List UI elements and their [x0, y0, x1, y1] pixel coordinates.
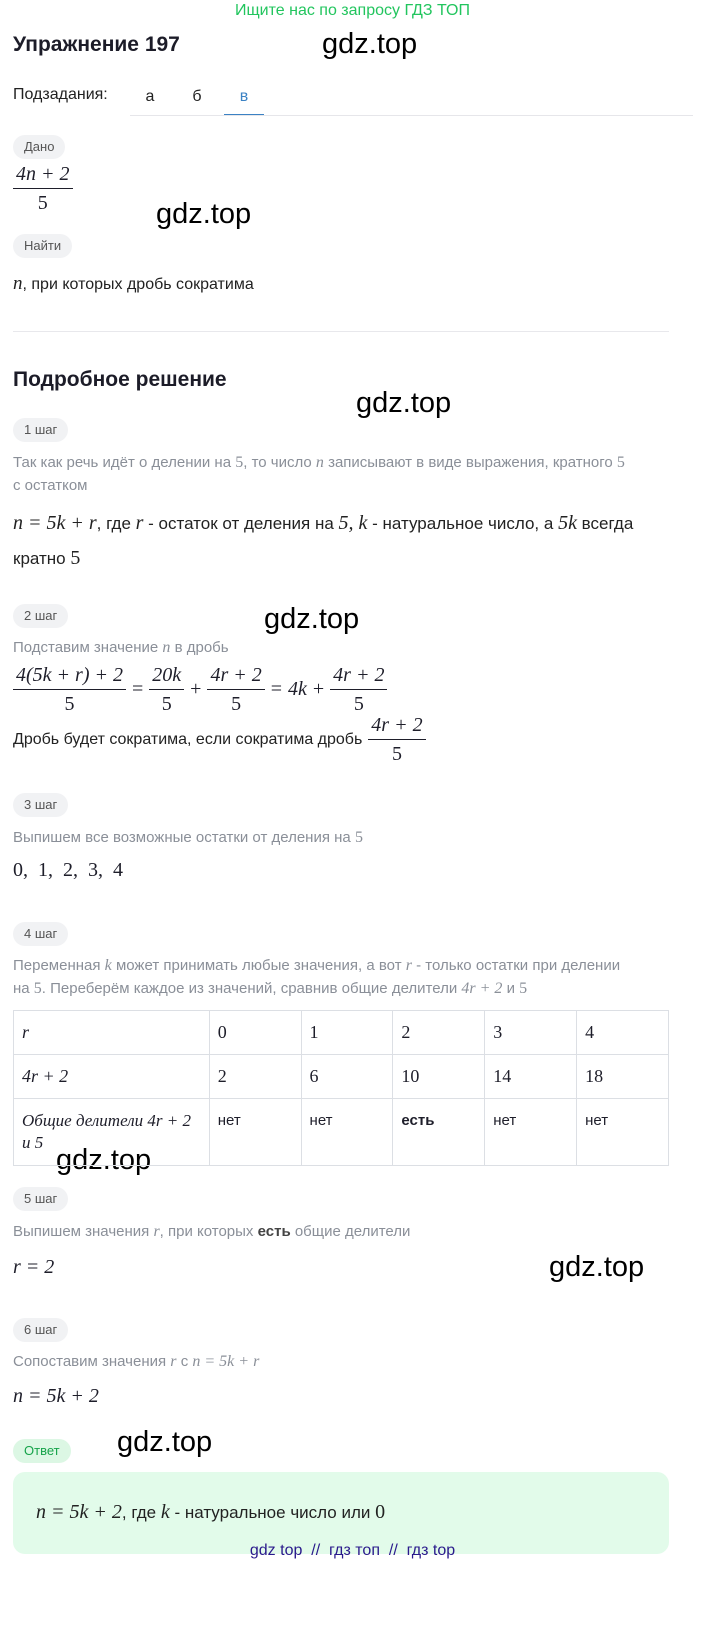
step-1-text-a: , где — [96, 514, 136, 533]
step-2-conclusion: Дробь будет сократима, если сократима дробь — [13, 730, 363, 748]
step-1-text-c: - натуральное число, а — [367, 514, 559, 533]
step-2-desc-a: Подставим значение — [13, 639, 163, 656]
step-1-text-d: всегда — [576, 514, 634, 533]
step-1-formula: n = 5k + r — [13, 512, 97, 534]
step-2-desc-var: n — [162, 639, 171, 656]
step-6-desc-a: Сопоставим значения — [13, 1353, 171, 1370]
step-1-n: n — [315, 454, 324, 471]
step-1-desc — [13, 451, 693, 497]
step-4-desc-d: на — [13, 980, 34, 997]
table-cell: 4 — [577, 1011, 669, 1055]
step-5-pill: 5 шаг — [13, 1187, 68, 1211]
table-cell: 2 — [393, 1011, 485, 1055]
step-2-frac2-num: 20k — [149, 663, 184, 690]
step-6-desc-b: с — [176, 1353, 193, 1370]
step-5-bold: есть — [257, 1223, 291, 1240]
watermark: gdz.top — [156, 198, 252, 230]
table-cell: нет — [301, 1099, 393, 1166]
equals-sign: = — [131, 678, 144, 700]
given-fraction-den: 5 — [37, 192, 48, 214]
step-1-body — [13, 506, 698, 576]
table-row — [14, 1099, 669, 1166]
step-1-pill: 1 шаг — [13, 418, 68, 442]
step-6-desc — [13, 1350, 259, 1373]
step-2-desc — [13, 636, 229, 659]
step-4-five: 5 — [33, 980, 42, 997]
step-3-five: 5 — [354, 829, 363, 846]
step-1-five2: 5 — [70, 547, 81, 569]
table-cell: Общие делители 4r + 2 и 5 — [14, 1099, 210, 1166]
tabs-divider — [130, 115, 693, 116]
step-1-desc-c: записывают в виде выражения, кратного — [323, 454, 617, 471]
step-2-desc-b: в дробь — [170, 639, 229, 656]
step-4-desc-b: может принимать любые значения, а вот — [111, 957, 406, 974]
step-4-five2: 5 — [519, 980, 528, 997]
subtask-tab-a[interactable]: а — [145, 88, 155, 105]
table-cell: 10 — [393, 1055, 485, 1099]
step-5-desc — [13, 1220, 410, 1243]
table-cell: r — [14, 1011, 210, 1055]
step-2-frac5-den: 5 — [391, 743, 402, 765]
step-2-frac1-num: 4(5k + r) + 2 — [13, 663, 126, 690]
given-fraction — [13, 162, 73, 215]
table-cell: 18 — [577, 1055, 669, 1099]
table-cell: 0 — [209, 1011, 301, 1055]
step-1-five-k: 5, k — [338, 512, 368, 534]
watermark: gdz.top — [117, 1426, 213, 1458]
step-4-desc — [13, 954, 693, 1000]
answer-text-a: , где — [121, 1503, 161, 1522]
step-6-r: r — [170, 1353, 177, 1370]
watermark: gdz.top — [356, 387, 452, 419]
step-2-frac3-den: 5 — [231, 693, 242, 715]
answer-zero: 0 — [375, 1501, 386, 1523]
solution-heading: Подробное решение — [13, 368, 227, 391]
table-row — [14, 1055, 669, 1099]
subtasks-label: Подзадания: — [13, 86, 108, 103]
table-cell: 3 — [485, 1011, 577, 1055]
search-banner: Ищите нас по запросу ГДЗ ТОП — [235, 2, 470, 19]
step-1-five: 5 — [235, 454, 244, 471]
table-row — [14, 1011, 669, 1055]
subtask-tab-b[interactable]: б — [192, 88, 202, 105]
watermark: gdz.top — [549, 1251, 645, 1283]
step-2-frac3-num: 4r + 2 — [207, 663, 264, 690]
table-cell: 1 — [301, 1011, 393, 1055]
step-2-conclusion-row — [13, 713, 426, 766]
table-cell: 14 — [485, 1055, 577, 1099]
answer-text-b: - натуральное число или — [169, 1503, 376, 1522]
answer-formula: n = 5k + 2 — [36, 1501, 122, 1523]
step-4-desc-f: и — [502, 980, 520, 997]
answer-pill: Ответ — [13, 1439, 71, 1463]
find-desc: , при которых дробь сократима — [22, 276, 254, 293]
table-cell: нет — [485, 1099, 577, 1166]
step-5-desc-b: , при которых — [159, 1223, 258, 1240]
find-pill: Найти — [13, 234, 72, 258]
step-3-desc — [13, 826, 363, 849]
watermark: gdz.top — [56, 1144, 152, 1176]
step-1-desc-d: с остатком — [13, 477, 88, 494]
watermark: gdz.top — [322, 28, 418, 60]
step-1-desc-a: Так как речь идёт о делении на — [13, 454, 236, 471]
step-3-desc-text: Выпишем все возможные остатки от деления на — [13, 829, 355, 846]
given-fraction-num: 4n + 2 — [13, 162, 73, 189]
step-5-desc-c: общие делители — [290, 1223, 411, 1240]
step-1-text-e: кратно — [13, 549, 71, 568]
plus-sign: + — [190, 678, 202, 700]
table-cell: 4r + 2 — [14, 1055, 210, 1099]
step-4-expr: 4r + 2 — [461, 980, 503, 997]
answer-text — [36, 1498, 385, 1527]
step-1-text-b: - остаток от деления на — [143, 514, 339, 533]
step-5-desc-a: Выпишем значения — [13, 1223, 154, 1240]
step-2-frac2-den: 5 — [161, 693, 172, 715]
step-6-result: n = 5k + 2 — [13, 1385, 99, 1407]
step-2-mid: 4k — [288, 678, 307, 700]
step-4-r: r — [405, 957, 412, 974]
find-text — [13, 273, 254, 295]
answer-k: k — [160, 1501, 170, 1523]
section-divider — [13, 331, 669, 332]
subtask-tab-v[interactable]: в — [224, 78, 264, 116]
step-4-desc-c: - только остатки при делении — [411, 957, 621, 974]
table-cell: есть — [393, 1099, 485, 1166]
step-5-r: r — [153, 1223, 160, 1240]
step-3-values: 0, 1, 2, 3, 4 — [13, 859, 123, 881]
watermark: gdz.top — [264, 603, 360, 635]
table-cell: 2 — [209, 1055, 301, 1099]
find-var: n — [13, 273, 23, 294]
step-1-r: r — [135, 512, 144, 534]
page-title: Упражнение 197 — [13, 33, 180, 56]
remainders-table — [13, 1010, 669, 1166]
step-4-desc-a: Переменная — [13, 957, 105, 974]
table-cell: нет — [577, 1099, 669, 1166]
step-3-pill: 3 шаг — [13, 793, 68, 817]
plus-sign: + — [312, 678, 325, 700]
table-cell: 6 — [301, 1055, 393, 1099]
step-2-equation — [13, 663, 387, 716]
step-4-pill: 4 шаг — [13, 922, 68, 946]
equals-sign: = — [270, 678, 282, 700]
step-1-fivek: 5k — [558, 512, 577, 534]
step-2-frac5-num: 4r + 2 — [368, 713, 425, 740]
step-2-pill: 2 шаг — [13, 604, 68, 628]
step-2-frac4-num: 4r + 2 — [330, 663, 387, 690]
step-2-frac4-den: 5 — [353, 693, 364, 715]
step-2-frac1-den: 5 — [64, 693, 75, 715]
step-6-formula: n = 5k + r — [192, 1353, 260, 1370]
table-cell: нет — [209, 1099, 301, 1166]
step-5-result: r = 2 — [13, 1256, 55, 1278]
given-pill: Дано — [13, 135, 65, 159]
step-4-k: k — [104, 957, 112, 974]
step-6-pill: 6 шаг — [13, 1318, 68, 1342]
step-4-desc-e: . Переберём каждое из значений, сравнив общие делители — [41, 980, 462, 997]
step-1-five-b: 5 — [616, 454, 625, 471]
footer-links[interactable]: gdz top // гдз топ // гдз top — [249, 1542, 456, 1559]
step-1-desc-b: , то число — [243, 454, 316, 471]
